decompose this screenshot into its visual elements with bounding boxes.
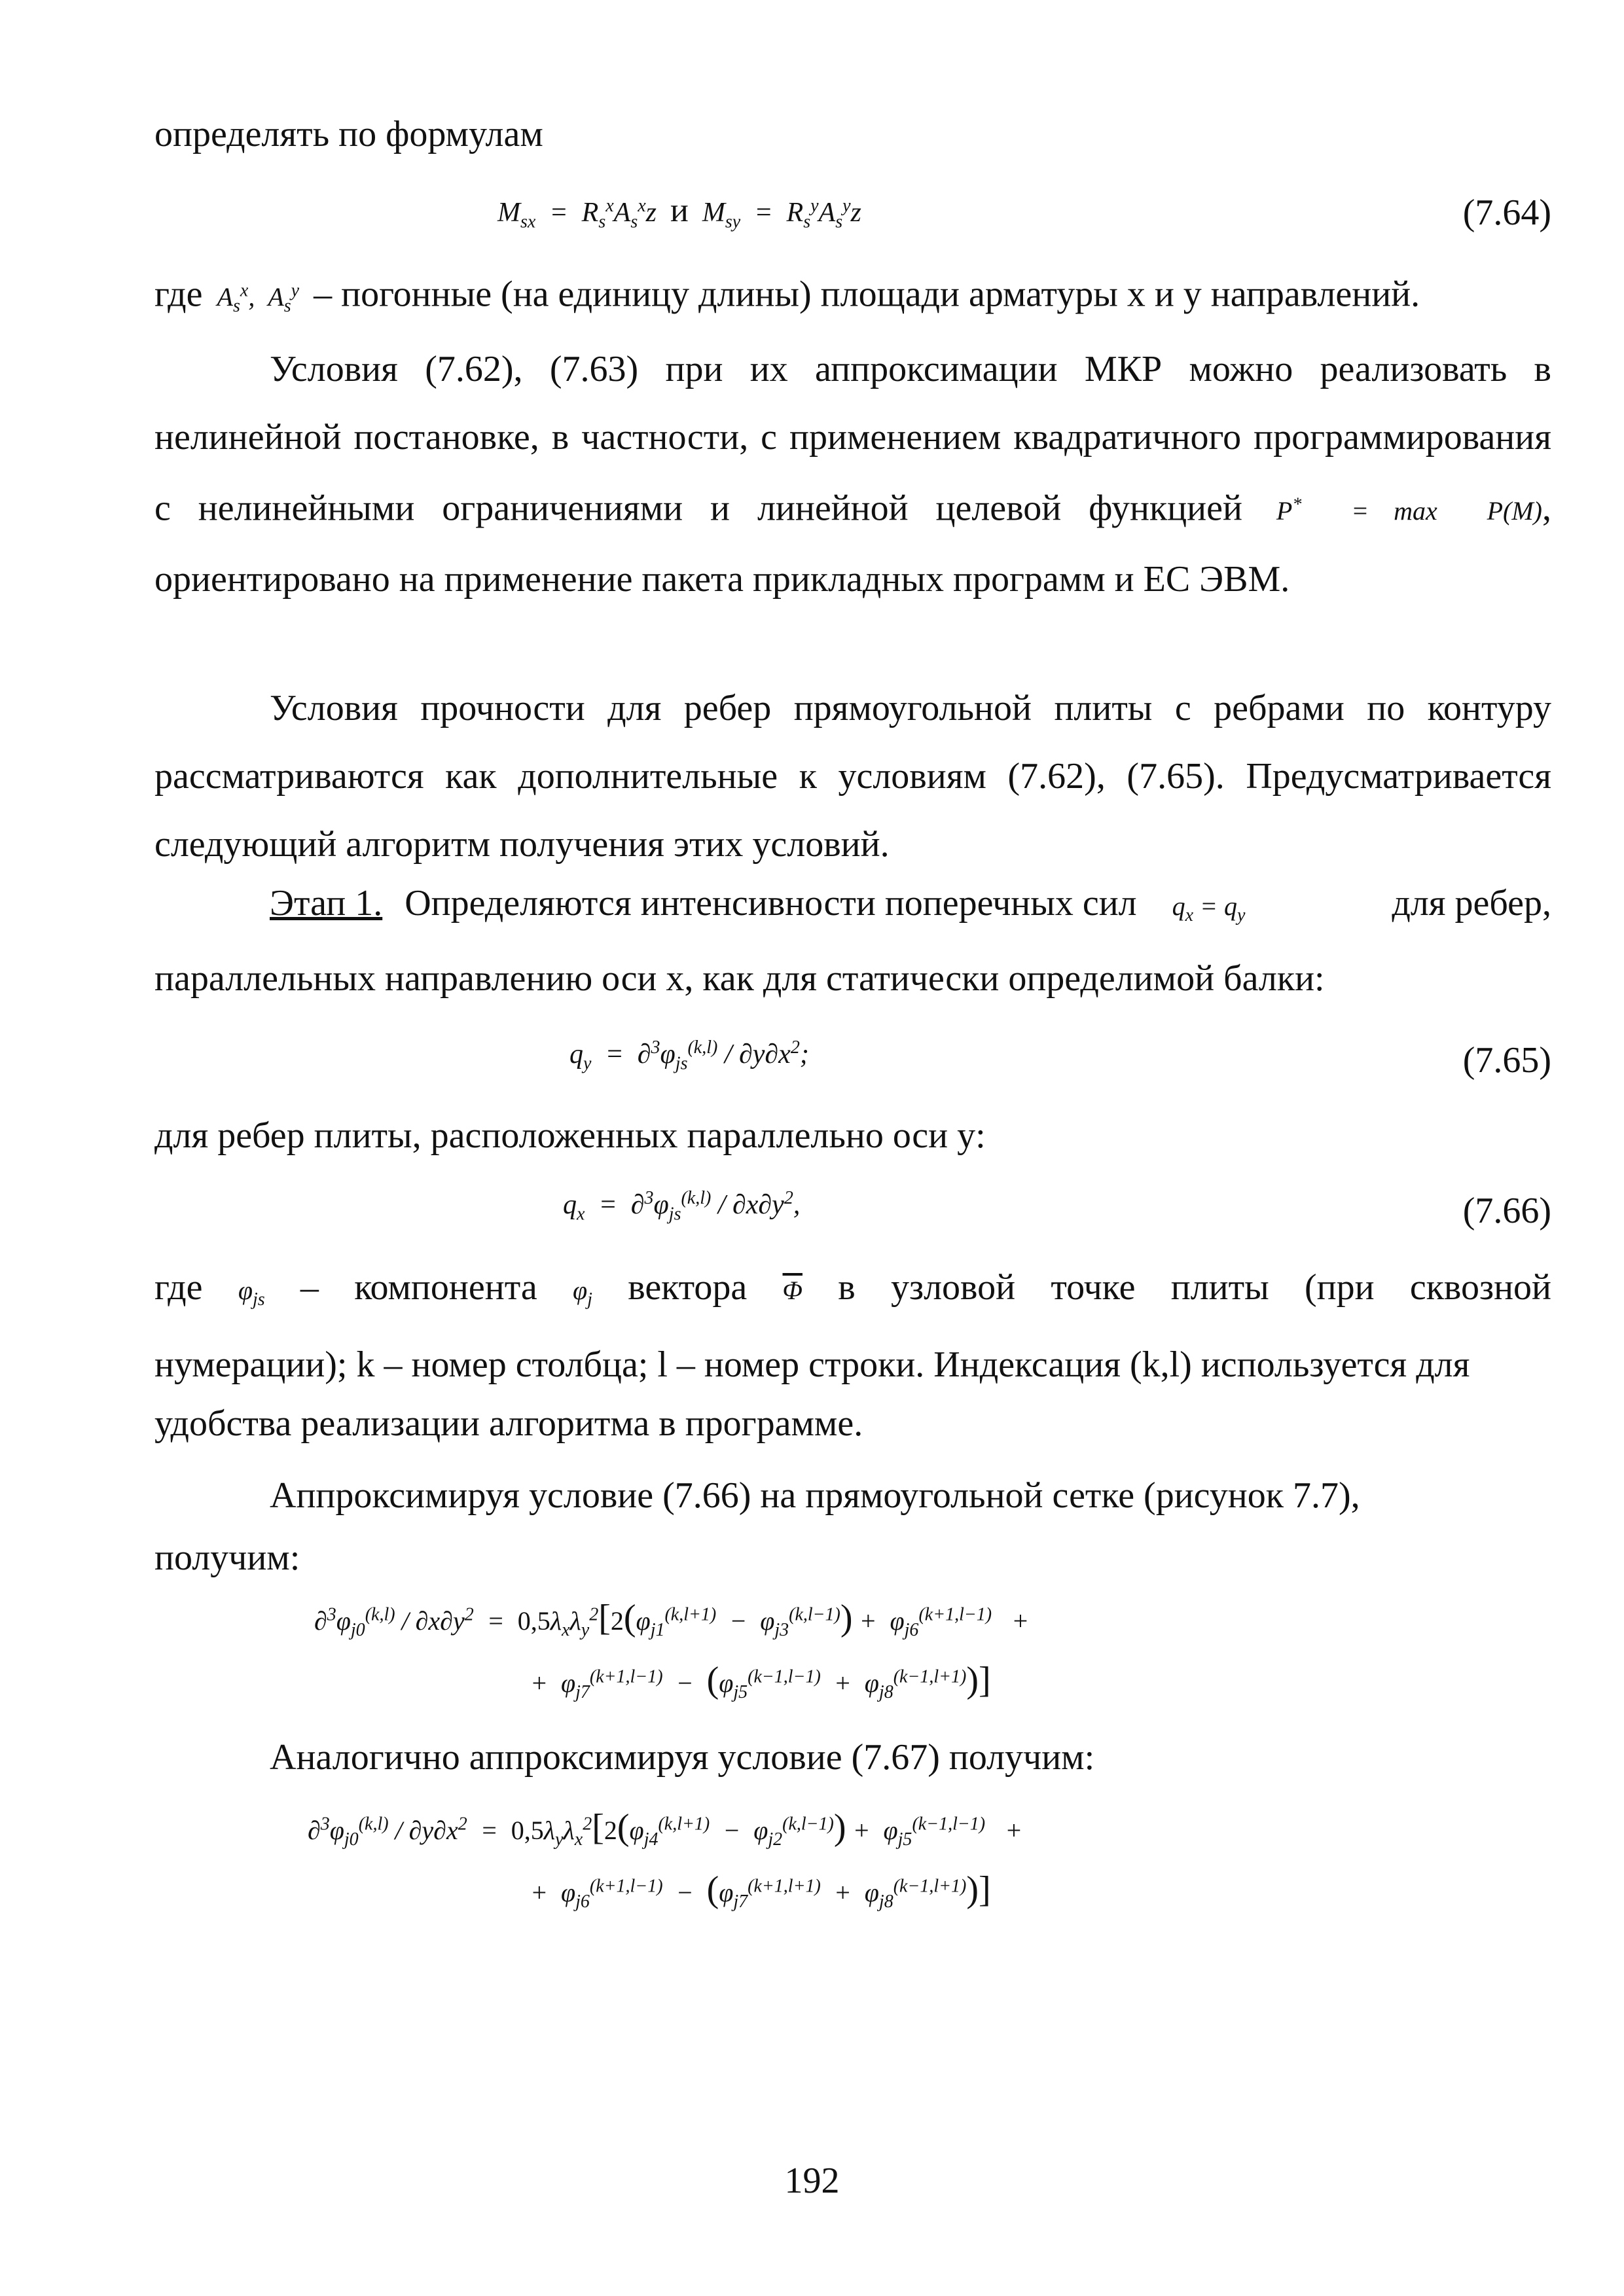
text-line: Этап 1. Определяются интенсивности поперечных сил $q_x = q_y$ для ребер, — [270, 883, 1551, 925]
paragraph: Условия прочности для ребер прямоугольной плиты с ребрами по контуру рассматриваются как дополнительные к условиям (7.62), (7.65). Предусматривается следующий алгоритм получения этих условий. — [154, 688, 1551, 865]
text-line: получим: — [154, 1537, 300, 1578]
text-line: определять по формулам — [154, 114, 543, 154]
text-line: Аппроксимируя условие (7.66) на прямоугольной сетке (рисунок 7.7), — [270, 1475, 1360, 1516]
text-line: удобства реализации алгоритма в программе. — [154, 1403, 863, 1444]
text-line: где $\varphi_{js}$ – компонента $\varphi_j$ вектора $\overline{\Phi}$ в узловой точке плиты (при сквозной — [154, 1267, 1552, 1310]
text-line: для ребер плиты, расположенных параллельно оси y: — [154, 1115, 986, 1156]
page-number: 192 — [784, 2161, 840, 2201]
approx-formula-2-line-2: + $\varphi_{j6}^{(k+1,l-1)} - (\varphi_{j7}^{(k+1,l+1)} + \varphi_{j8}^{(k-1,l+1)})$] — [530, 1869, 991, 1912]
equation-number: (7.64) — [1462, 192, 1551, 233]
text-line: параллельных направлению оси x, как для статически определимой балки: — [154, 958, 1325, 999]
equation-7-66: $q_x = \partial^3\varphi_{js}^{(k,l)} / \partial x\partial y^2$, — [563, 1188, 801, 1225]
approx-formula-1-line-1: $\partial^3\varphi_{j0}^{(k,l)} / \partial x\partial y^2 = 0,5\lambda_x\lambda_y^2[2(\varphi_{j1}^{(k,l+1)} - \varphi_{j3}^{(k,l-1)}) + \varphi_{j6}^{(k+1,l-1)}$ + — [314, 1598, 1030, 1640]
paragraph: Условия (7.62), (7.63) при их аппроксимации МКР можно реализовать в нелинейной постановке, в частности, с применением квадратичного программирования с нелинейными ограничениями и линейной целевой функцией P* = max P(M), ориентировано на применение пакета прикладных программ и ЕС ЭВМ. — [154, 349, 1551, 600]
equation-number: (7.66) — [1462, 1191, 1551, 1231]
equation-number: (7.65) — [1462, 1040, 1551, 1081]
text-line: Аналогично аппроксимируя условие (7.67) получим: — [270, 1737, 1095, 1778]
equation-7-65: $q_y = \partial^3\varphi_{js}^{(k,l)} / \partial y\partial x^2$; — [569, 1037, 809, 1074]
text-line: где $A_s^x$, $A_s^y$ – погонные (на единицу длины) площади арматуры x и y направлений. — [154, 274, 1420, 317]
approx-formula-2-line-1: $\partial^3\varphi_{j0}^{(k,l)} / \partial y\partial x^2 = 0,5\lambda_y\lambda_x^2[2(\varphi_{j4}^{(k,l+1)} - \varphi_{j2}^{(k,l-1)}) + \varphi_{j5}^{(k-1,l-1)}$ + — [308, 1807, 1023, 1850]
equation-7-64: $M_{sx} = R_s^xA_s^xz$ и $M_{sy} = R_s^yA_s^yz$ — [497, 192, 861, 232]
approx-formula-1-line-2: + $\varphi_{j7}^{(k+1,l-1)} - (\varphi_{j5}^{(k-1,l-1)} + \varphi_{j8}^{(k-1,l+1)})$] — [530, 1660, 991, 1702]
text-line: нумерации); k – номер столбца; l – номер строки. Индексация (k,l) используется для — [154, 1344, 1470, 1385]
